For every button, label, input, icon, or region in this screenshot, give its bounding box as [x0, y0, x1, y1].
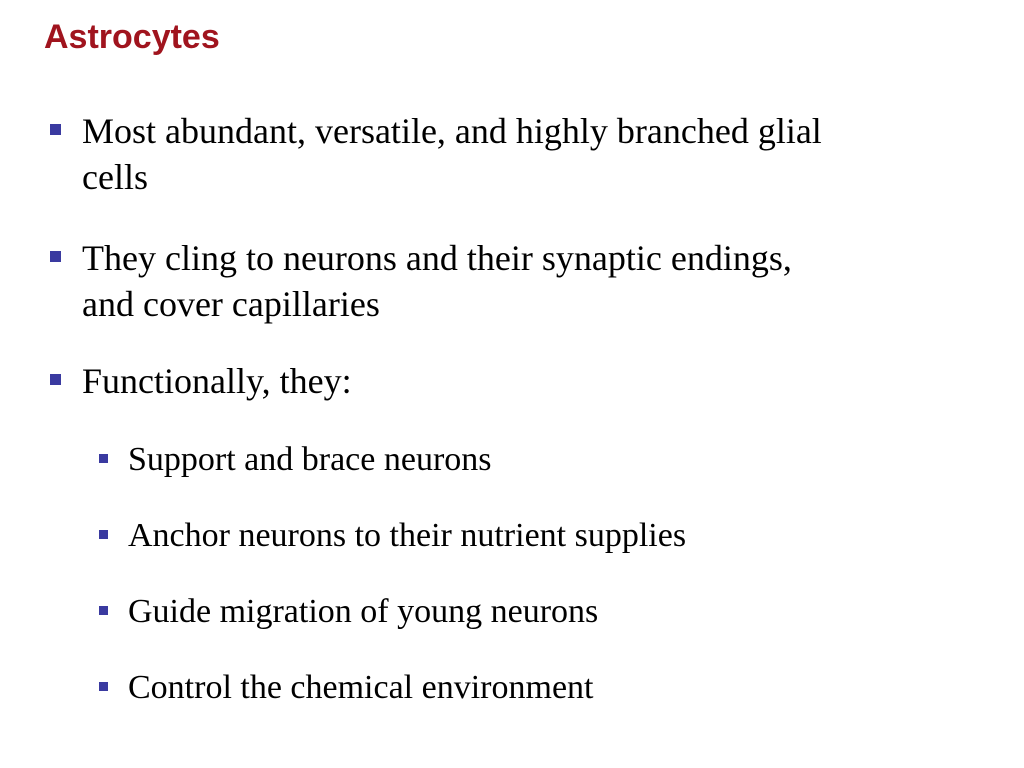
- sub-bullet-text: Guide migration of young neurons: [128, 593, 599, 630]
- bullet-item: [82, 108, 982, 200]
- square-bullet-icon: [50, 124, 61, 135]
- bullet-text-line: They cling to neurons and their synaptic endings,: [82, 238, 792, 278]
- bullet-text-line: Most abundant, versatile, and highly branched glial: [82, 111, 822, 151]
- sub-bullet-item: [128, 589, 988, 635]
- bullet-text-line: cells: [82, 157, 148, 197]
- square-bullet-icon: [99, 606, 108, 615]
- square-bullet-icon: [99, 454, 108, 463]
- sub-bullet-text: Support and brace neurons: [128, 441, 492, 478]
- square-bullet-icon: [99, 530, 108, 539]
- bullet-item: [82, 358, 982, 404]
- square-bullet-icon: [99, 682, 108, 691]
- sub-bullet-text: Anchor neurons to their nutrient supplies: [128, 517, 687, 554]
- slide-title: Astrocytes: [44, 18, 220, 56]
- square-bullet-icon: [50, 374, 61, 385]
- sub-bullet-item: [128, 665, 988, 711]
- sub-bullet-text: Control the chemical environment: [128, 669, 594, 706]
- bullet-item: [82, 235, 982, 327]
- bullet-text-line: Functionally, they:: [82, 361, 352, 401]
- square-bullet-icon: [50, 251, 61, 262]
- sub-bullet-item: [128, 437, 988, 483]
- sub-bullet-item: [128, 513, 988, 559]
- bullet-text-line: and cover capillaries: [82, 284, 380, 324]
